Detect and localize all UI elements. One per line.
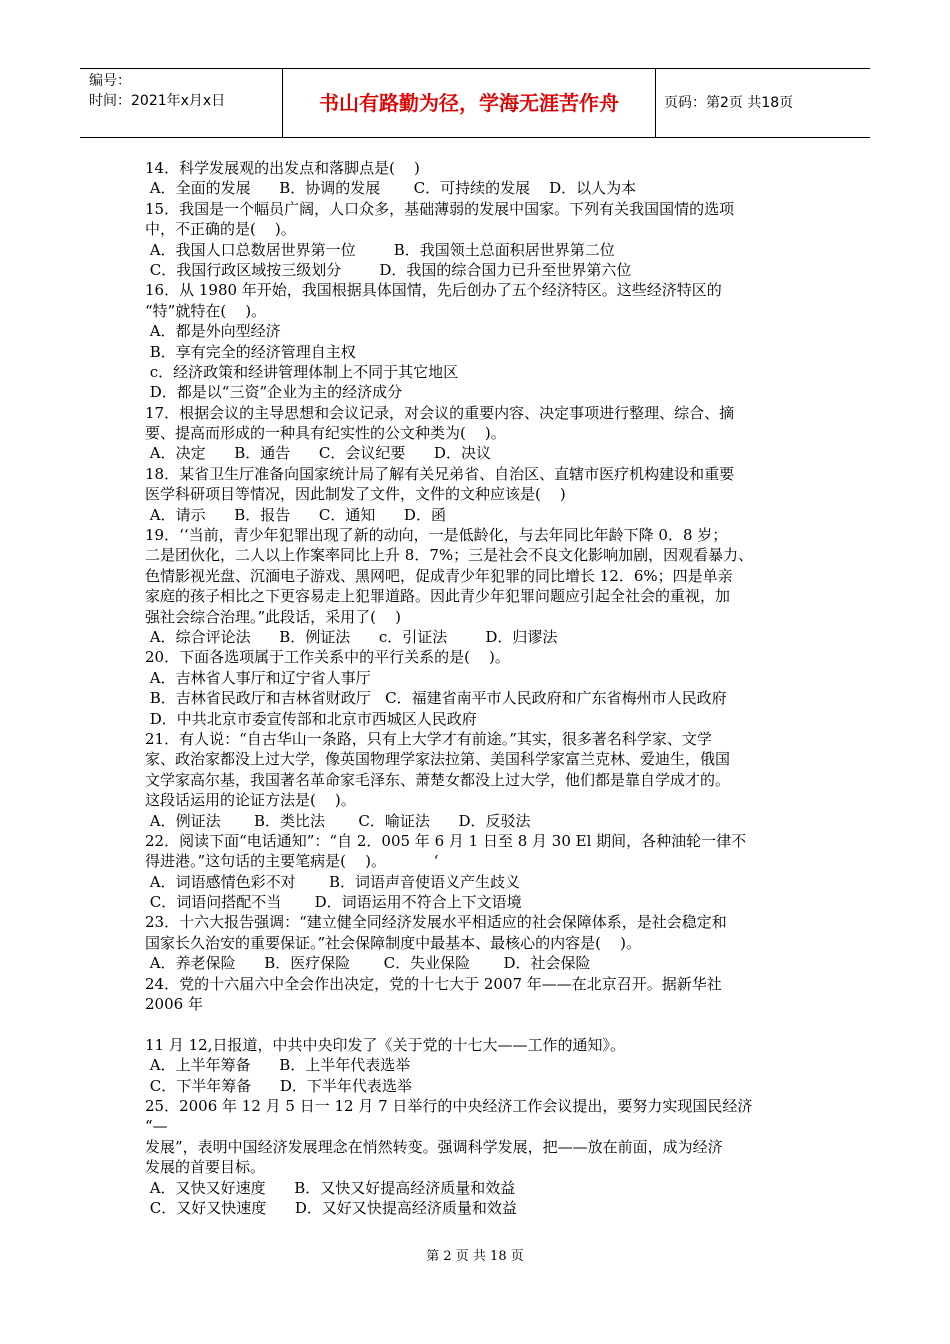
document-body	[145, 158, 815, 1218]
text-line: 17．根据会议的主导思想和会议记录，对会议的重要内容、决定事项进行整理、综合、摘	[145, 403, 735, 422]
text-line: 强社会综合治理。”此段话，采用了( )	[145, 607, 401, 626]
header-page-info: 页码：第2页 共18页	[664, 95, 794, 111]
text-line: A．例证法 B．类比法 C．喻证法 D．反驳法	[145, 811, 531, 830]
number-label: 编号：	[89, 73, 131, 89]
text-line: 14．科学发展观的出发点和落脚点是( )	[145, 159, 420, 177]
text-line: 24．党的十六届六中全会作出决定，党的十七大于 2007 年——在北京召开。据新华社	[145, 974, 722, 993]
text-line: D．中共北京市委宣传部和北京市西城区人民政府	[145, 709, 477, 728]
text-line: 2006 年	[145, 995, 203, 1014]
text-line: A．我国人口总数居世界第一位 B．我国领土总面积居世界第二位	[145, 240, 615, 259]
text-line: D．都是以“三资”企业为主的经济成分	[145, 383, 403, 402]
text-line: C．我国行政区域按三级划分 D．我国的综合国力已升至世界第六位	[145, 260, 632, 279]
text-line: 医学科研项目等情况，因此制发了文件，文件的文种应该是( )	[145, 485, 566, 504]
text-line: 文学家高尔基，我国著名革命家毛泽东、萧楚女都没上过大学，他们都是靠自学成才的。	[145, 770, 731, 789]
text-line: A．又快又好速度 B．又快又好提高经济质量和效益	[145, 1178, 516, 1197]
text-line: c．经济政策和经讲管理体制上不同于其它地区	[145, 362, 459, 381]
text-line: A．全面的发展 B．协调的发展 C．可持续的发展 D．以人为本	[145, 179, 637, 198]
text-line: 发展的首要目标。	[145, 1158, 266, 1177]
text-line: C．词语问搭配不当 D．词语运用不符合上下文语境	[145, 893, 522, 912]
text-line: 中，不正确的是( )。	[145, 220, 296, 239]
text-line: 得进港。”这句话的主要笔病是( )。 ‘	[145, 852, 439, 871]
date-line: 时间：2021年x月x日	[89, 93, 226, 109]
text-line: 国家长久治安的重要保证。”社会保障制度中最基本、最核心的内容是( )。	[145, 933, 641, 952]
text-line: 二是团伙化，二人以上作案率同比上升 8．7%；三是社会不良文化影响加剧，因观看暴力、	[145, 546, 754, 565]
text-line: A．养老保险 B．医疗保险 C．失业保险 D．社会保险	[145, 954, 591, 973]
text-line: 20．下面各选项属于工作关系中的平行关系的是( )。	[145, 648, 510, 667]
header-meta	[80, 69, 282, 139]
text-line: 11 月 12,日报道，中共中央印发了《关于党的十七大——工作的通知》。	[145, 1035, 625, 1054]
header-motto: 书山有路勤为径，学海无涯苦作舟	[282, 69, 656, 137]
text-line: “—	[145, 1117, 168, 1136]
text-line: 23．十六大报告强调：“建立健全同经济发展水平相适应的社会保障体系，是社会稳定和	[145, 913, 727, 932]
text-line: 要、提高而形成的一种具有纪实性的公文种类为( )。	[145, 424, 506, 443]
text-line: C．又好又快速度 D．又好又快提高经济质量和效益	[145, 1198, 517, 1217]
text-line	[145, 1014, 815, 1034]
text-line: 22．阅读下面“电话通知”：“自 2．005 年 6 月 1 日至 8 月 30 El 期间，各种油轮一律不	[145, 831, 747, 850]
text-line: A．都是外向型经济	[145, 322, 281, 341]
text-line: A．词语感情色彩不对 B．词语声音使语义产生歧义	[145, 872, 521, 891]
text-line: A．上半年筹备 B．上半年代表选举	[145, 1056, 411, 1075]
text-line: A．吉林省人事厅和辽宁省人事厅	[145, 668, 371, 687]
text-line: C．下半年筹备 D．下半年代表选举	[145, 1076, 412, 1095]
text-line: A．请示 B．报告 C．通知 D．函	[145, 505, 446, 524]
text-line: A．决定 B．通告 C．会议纪要 D．决议	[145, 444, 491, 463]
text-line: 色情影视光盘、沉湎电子游戏、黑网吧，促成青少年犯罪的同比增长 12．6%；四是单亲	[145, 566, 733, 585]
text-line: B．吉林省民政厅和吉林省财政厅 C．福建省南平市人民政府和广东省梅州市人民政府	[145, 689, 727, 708]
text-line: 21．有人说：“自古华山一条路，只有上大学才有前途。”其实，很多著名科学家、文学	[145, 729, 712, 748]
text-line: 发展”，表明中国经济发展理念在悄然转变。强调科学发展，把——放在前面，成为经济	[145, 1137, 723, 1156]
page-footer: 第 2 页 共 18 页	[426, 1249, 524, 1264]
text-line: 家、政治家都没上过大学，像英国物理学家法拉第、美国科学家富兰克林、爱迪生，俄国	[145, 750, 731, 769]
text-line: A．综合评论法 B．例证法 c．引证法 D．归谬法	[145, 627, 558, 646]
text-line: 家庭的孩子相比之下更容易走上犯罪道路。因此青少年犯罪问题应引起全社会的重视，加	[145, 587, 731, 606]
text-line: “特”就特在( )。	[145, 301, 267, 320]
text-line: 16．从 1980 年开始，我国根据具体国情，先后创办了五个经济特区。这些经济特区的	[145, 281, 722, 300]
text-line: 18．某省卫生厅准备向国家统计局了解有关兄弟省、自治区、直辖市医疗机构建设和重要	[145, 464, 735, 483]
text-line: B．享有完全的经济管理自主权	[145, 342, 356, 361]
text-line: 19．‘‘当前，青少年犯罪出现了新的动向，一是低龄化，与去年同比年龄下降 0．8 岁；	[145, 526, 728, 545]
page-header	[80, 68, 870, 138]
text-line: 25．2006 年 12 月 5 日一 12 月 7 日举行的中央经济工作会议提出，要努力实现国民经济	[145, 1096, 753, 1115]
text-line: 这段话运用的论证方法是( )。	[145, 791, 356, 810]
text-line: 15．我国是一个幅员广阔，人口众多，基础薄弱的发展中国家。下列有关我国国情的选项	[145, 199, 735, 218]
